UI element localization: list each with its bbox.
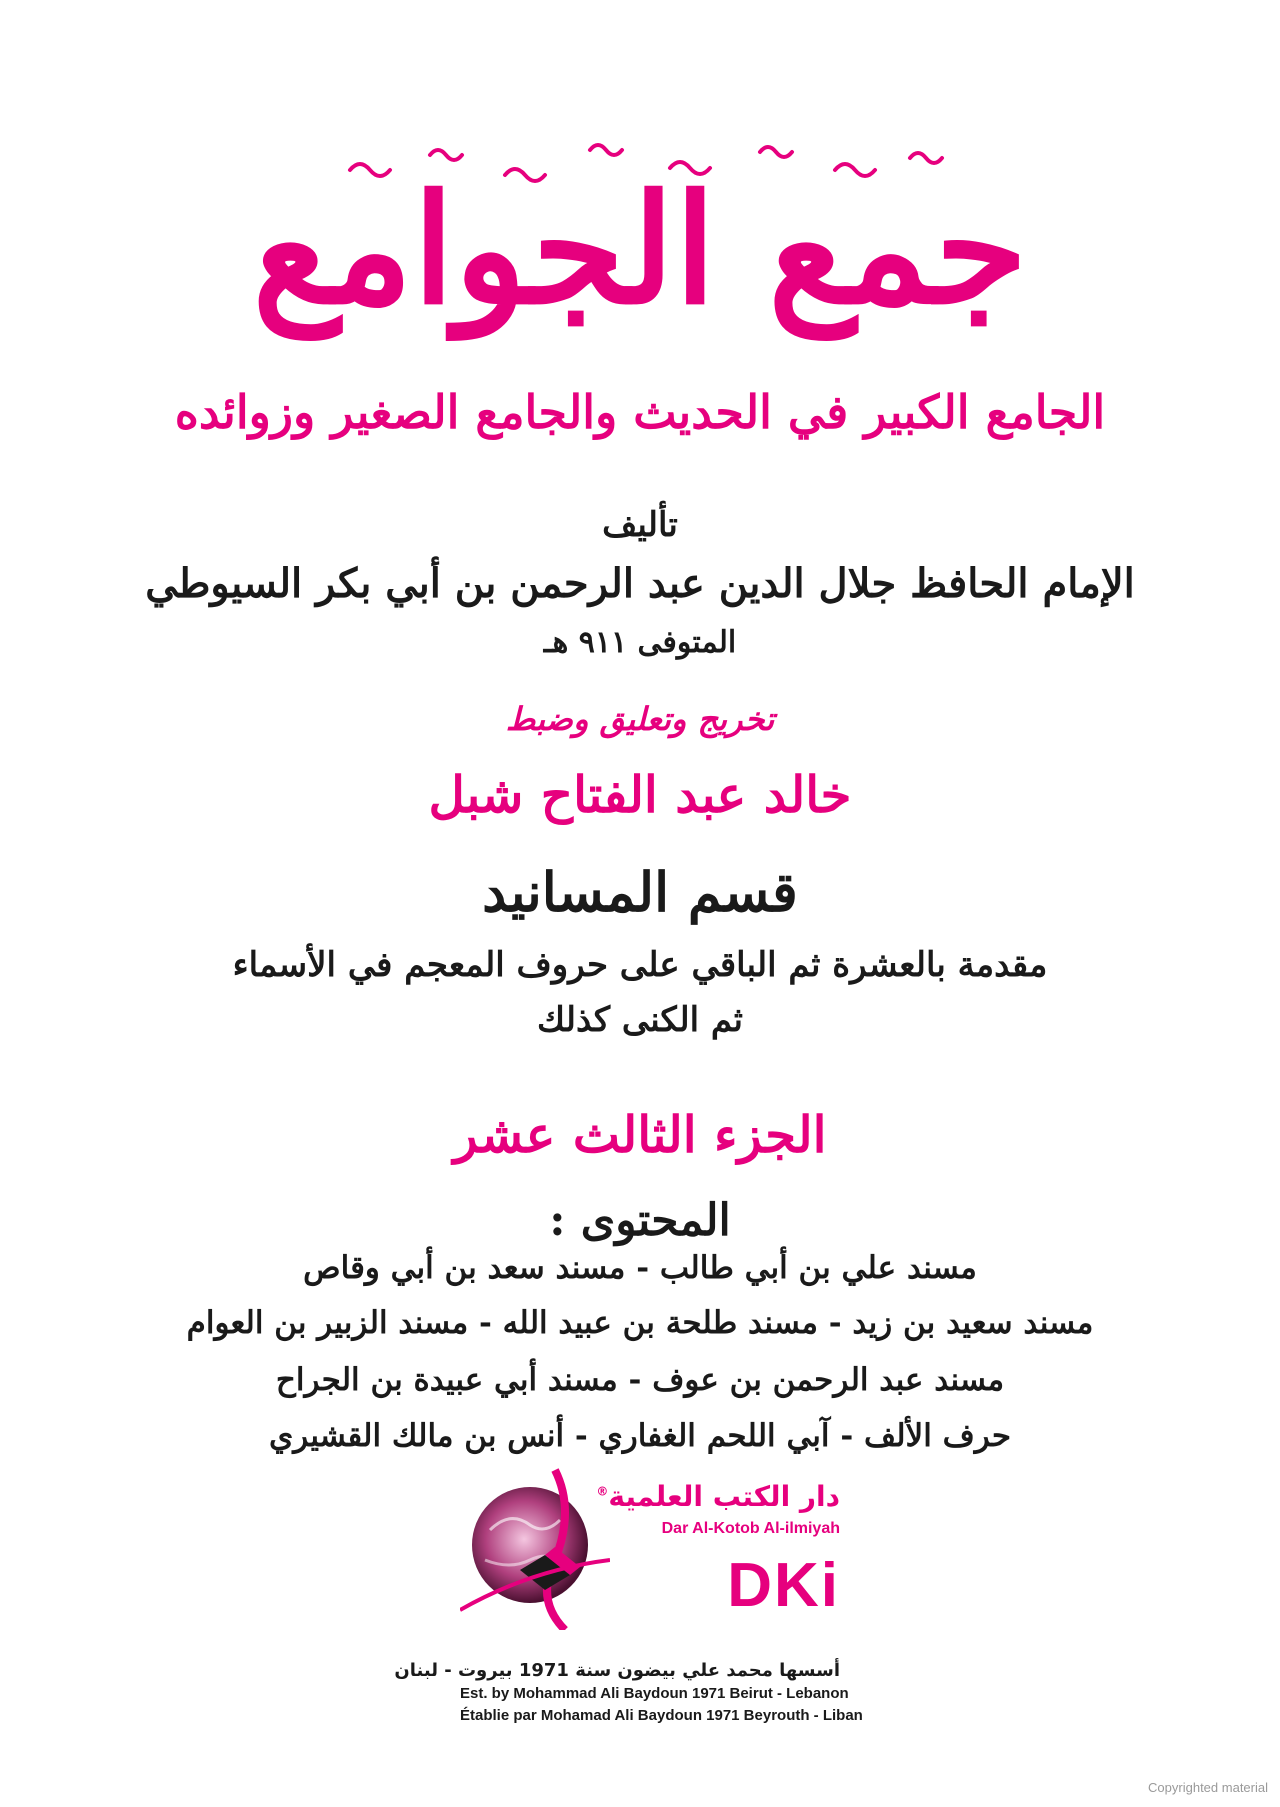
globe-logo-icon: [460, 1460, 610, 1630]
editor-label: تخريج وتعليق وضبط: [505, 700, 775, 738]
contents-label: المحتوى :: [549, 1195, 731, 1246]
section-description-line-1: مقدمة بالعشرة ثم الباقي على حروف المعجم في الأسماء: [232, 945, 1048, 985]
publisher-logo: [460, 1460, 840, 1660]
editor-name: خالد عبد الفتاح شبل: [428, 765, 852, 824]
publisher-name-english: Dar Al-Kotob Al-ilmiyah: [661, 1520, 840, 1537]
established-french: Établie par Mohamad Ali Baydoun 1971 Beyrouth - Liban: [460, 1707, 863, 1724]
author-label: تأليف: [602, 505, 678, 545]
publisher-dki-wordmark: DKi: [727, 1551, 840, 1620]
publisher-name-arabic-text: دار الكتب العلمية: [608, 1480, 840, 1513]
registered-mark: ®: [596, 1484, 609, 1499]
book-subtitle: الجامع الكبير في الحديث والجامع الصغير وزوائده: [174, 385, 1106, 439]
author-name: الإمام الحافظ جلال الدين عبد الرحمن بن أبي بكر السيوطي: [145, 560, 1135, 607]
author-death-date: المتوفى ٩١١ هـ: [543, 625, 737, 660]
contents-line: مسند سعيد بن زيد - مسند طلحة بن عبيد الله - مسند الزبير بن العوام: [186, 1305, 1094, 1341]
copyright-watermark: Copyrighted material: [1148, 1780, 1268, 1795]
section-title: قسم المسانيد: [482, 860, 798, 924]
contents-line: مسند علي بن أبي طالب - مسند سعد بن أبي وقاص: [303, 1250, 977, 1286]
book-title: جمع الجوامع: [252, 162, 1028, 338]
publisher-name-arabic: [596, 1480, 840, 1513]
contents-line: مسند عبد الرحمن بن عوف - مسند أبي عبيدة بن الجراح: [275, 1362, 1005, 1398]
volume-number: الجزء الثالث عشر: [453, 1105, 827, 1164]
contents-line: حرف الألف - آبي اللحم الغفاري - أنس بن مالك القشيري: [268, 1418, 1012, 1454]
section-description-line-2: ثم الكنى كذلك: [537, 1000, 743, 1040]
established-arabic: أسسها محمد علي بيضون سنة 1971 بيروت - لبنان: [394, 1660, 840, 1681]
established-english: Est. by Mohammad Ali Baydoun 1971 Beirut - Lebanon: [460, 1685, 849, 1702]
